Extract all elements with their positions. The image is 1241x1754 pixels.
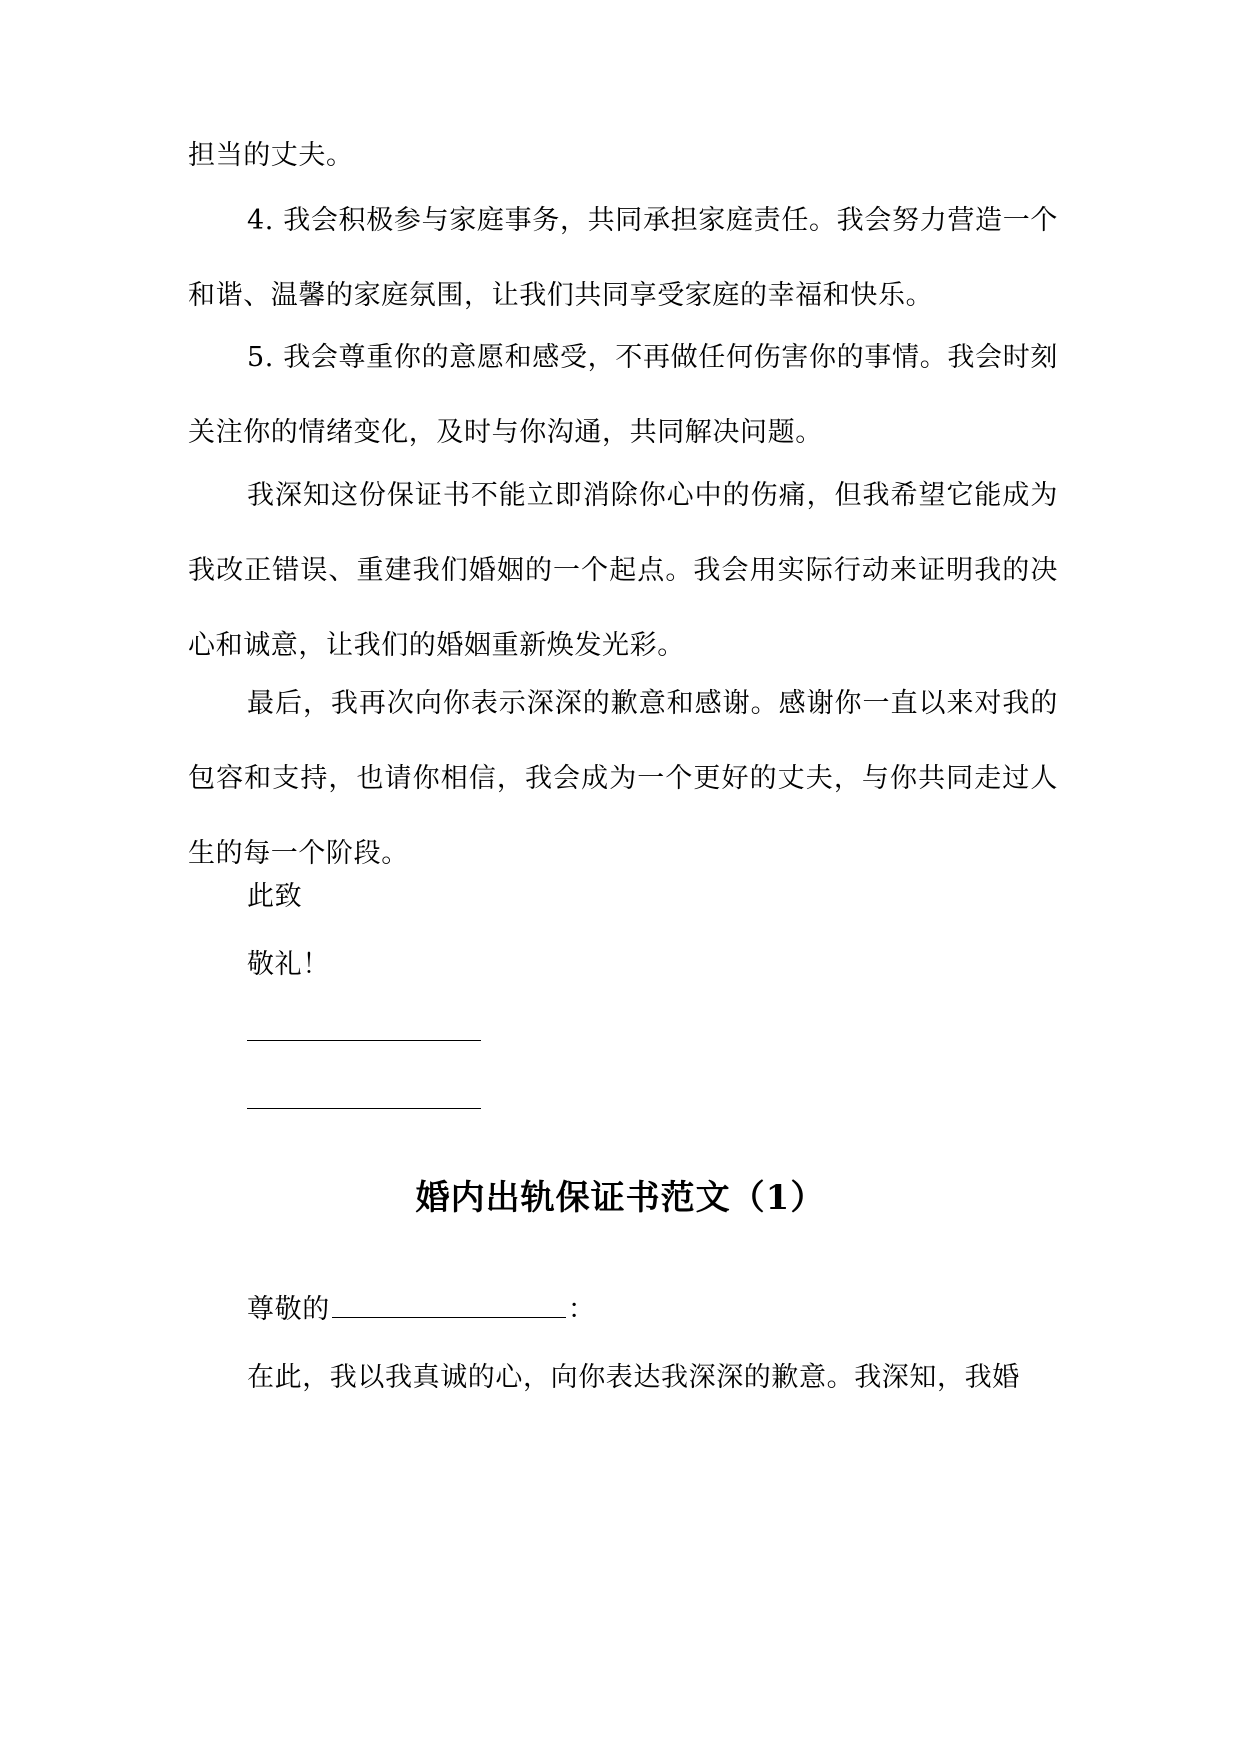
closing-line-1: 此致 (247, 881, 303, 912)
salutation-suffix: ： (567, 1294, 596, 1325)
signature-blank-line (247, 1040, 481, 1041)
paragraph-final (188, 666, 1058, 891)
salutation-prefix: 尊敬的 (247, 1294, 330, 1325)
date-blank-line (247, 1108, 481, 1109)
paragraph-tail (188, 118, 1058, 193)
recipient-blank (332, 1293, 566, 1318)
section-title: 婚内出轨保证书范文（1） (415, 1178, 826, 1218)
salutation-line (247, 1290, 595, 1330)
paragraph-item-5-text: 5. 我会尊重你的意愿和感受，不再做任何伤害你的事情。我会时刻关注你的情绪变化，及时与你沟通，共同解决问题。 (188, 342, 1058, 448)
paragraph-item-4 (188, 183, 1058, 333)
paragraph-item-5 (188, 320, 1058, 470)
paragraph-intro: 在此，我以我真诚的心，向你表达我深深的歉意。我深知，我婚 (247, 1362, 1020, 1393)
closing-line-2: 敬礼！ (247, 949, 330, 980)
paragraph-tail-text: 担当的丈夫。 (188, 140, 354, 171)
paragraph-commitment-text: 我深知这份保证书不能立即消除你心中的伤痛，但我希望它能成为我改正错误、重建我们婚姻的一个起点。我会用实际行动来证明我的决心和诚意，让我们的婚姻重新焕发光彩。 (188, 480, 1058, 661)
paragraph-item-4-text: 4. 我会积极参与家庭事务，共同承担家庭责任。我会努力营造一个和谐、温馨的家庭氛围，让我们共同享受家庭的幸福和快乐。 (188, 205, 1058, 311)
paragraph-final-text: 最后，我再次向你表示深深的歉意和感谢。感谢你一直以来对我的包容和支持，也请你相信，我会成为一个更好的丈夫，与你共同走过人生的每一个阶段。 (188, 688, 1058, 869)
paragraph-commitment (188, 458, 1058, 683)
